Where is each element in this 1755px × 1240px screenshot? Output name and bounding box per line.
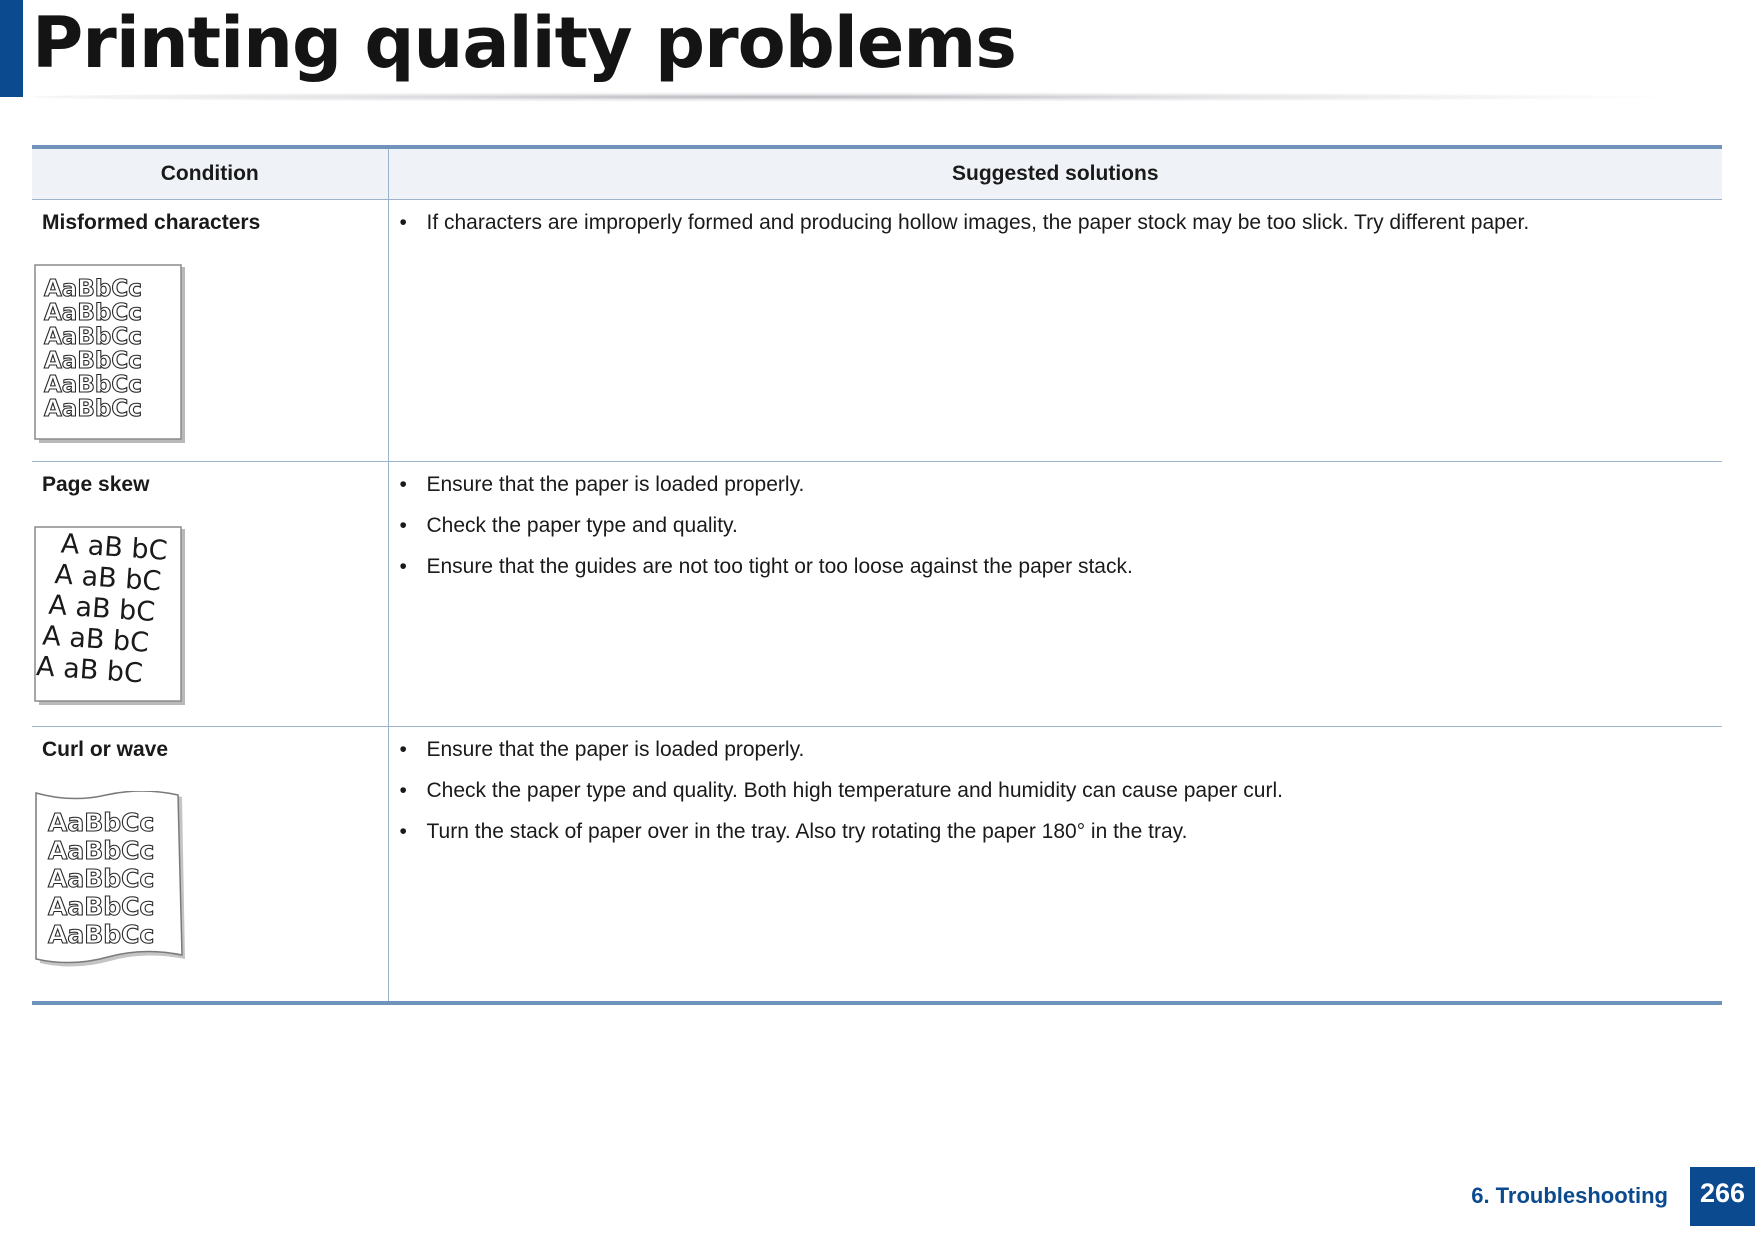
solutions-cell: [388, 727, 1722, 1003]
solution-item: [400, 555, 1723, 579]
page-skew-sample-image: [34, 526, 186, 706]
footer-section-label: 6. Troubleshooting: [1471, 1183, 1668, 1208]
solution-text: Ensure that the guides are not too tight or too loose against the paper stack.: [426, 555, 1133, 578]
solution-item: [400, 473, 1723, 497]
sample-text-line: A aB bC: [47, 589, 157, 629]
solution-text: Ensure that the paper is loaded properly.: [426, 473, 805, 496]
solution-item: [400, 738, 1723, 762]
bullet-icon: •: [399, 211, 407, 234]
bullet-icon: •: [399, 555, 407, 578]
sample-text-line: AaBbCc: [48, 836, 155, 865]
solution-item: [400, 820, 1723, 844]
sample-text-line: AaBbCc: [48, 864, 155, 893]
solutions-list: [389, 473, 1723, 579]
sample-text-line: A aB bC: [41, 620, 150, 659]
title-accent-bar: [0, 0, 23, 97]
solution-text: Check the paper type and quality. Both high temperature and humidity can cause paper curl.: [426, 779, 1283, 802]
solutions-list: [389, 211, 1723, 235]
table-row: [32, 727, 1722, 1003]
table-row: [32, 200, 1722, 462]
title-divider: [32, 92, 1692, 102]
solutions-cell: [388, 462, 1722, 727]
solution-text: Turn the stack of paper over in the tray. Also try rotating the paper 180° in the tray.: [426, 820, 1188, 843]
sample-text-line: AaBbCc: [44, 372, 142, 398]
bullet-icon: •: [399, 514, 407, 537]
condition-cell: [32, 200, 388, 462]
solutions-list: [389, 738, 1723, 844]
sample-text-line: AaBbCc: [44, 396, 142, 422]
solution-item: [400, 779, 1723, 803]
condition-cell: [32, 727, 388, 1003]
sample-text-line: A aB bC: [53, 559, 163, 598]
sample-text-line: AaBbCc: [44, 300, 142, 326]
column-header-condition: Condition: [32, 147, 388, 200]
misformed-characters-sample-image: [34, 264, 186, 444]
column-header-solutions: Suggested solutions: [388, 147, 1722, 200]
solutions-cell: [388, 200, 1722, 462]
curl-or-wave-sample-image: [34, 791, 186, 971]
sample-text-line: AaBbCc: [48, 808, 155, 837]
page-title: Printing quality problems: [32, 2, 1016, 84]
sample-text-line: AaBbCc: [44, 276, 142, 302]
solution-text: Ensure that the paper is loaded properly.: [426, 738, 805, 761]
sample-text-line: AaBbCc: [48, 892, 155, 921]
bullet-icon: •: [399, 738, 407, 761]
print-quality-table: [32, 145, 1722, 1005]
bullet-icon: •: [399, 820, 407, 843]
sample-text-line: A aB bC: [59, 528, 169, 567]
page-number-badge: 266: [1690, 1167, 1755, 1226]
bullet-icon: •: [399, 473, 407, 496]
condition-name: Page skew: [42, 473, 150, 496]
condition-name: Curl or wave: [42, 738, 169, 761]
sample-text-line: AaBbCc: [44, 324, 142, 350]
solution-item: [400, 514, 1723, 538]
sample-text-line: A aB bC: [35, 651, 144, 690]
condition-cell: [32, 462, 388, 727]
solution-text: If characters are improperly formed and producing hollow images, the paper stock may be too slick. Try different paper.: [426, 211, 1530, 234]
solution-item: [400, 211, 1723, 235]
bullet-icon: •: [399, 779, 407, 802]
solution-text: Check the paper type and quality.: [426, 514, 738, 537]
table-row: [32, 462, 1722, 727]
sample-text-line: AaBbCc: [48, 920, 155, 949]
sample-text-line: AaBbCc: [44, 348, 142, 374]
condition-name: Misformed characters: [42, 211, 261, 234]
table-header-row: [32, 147, 1722, 200]
